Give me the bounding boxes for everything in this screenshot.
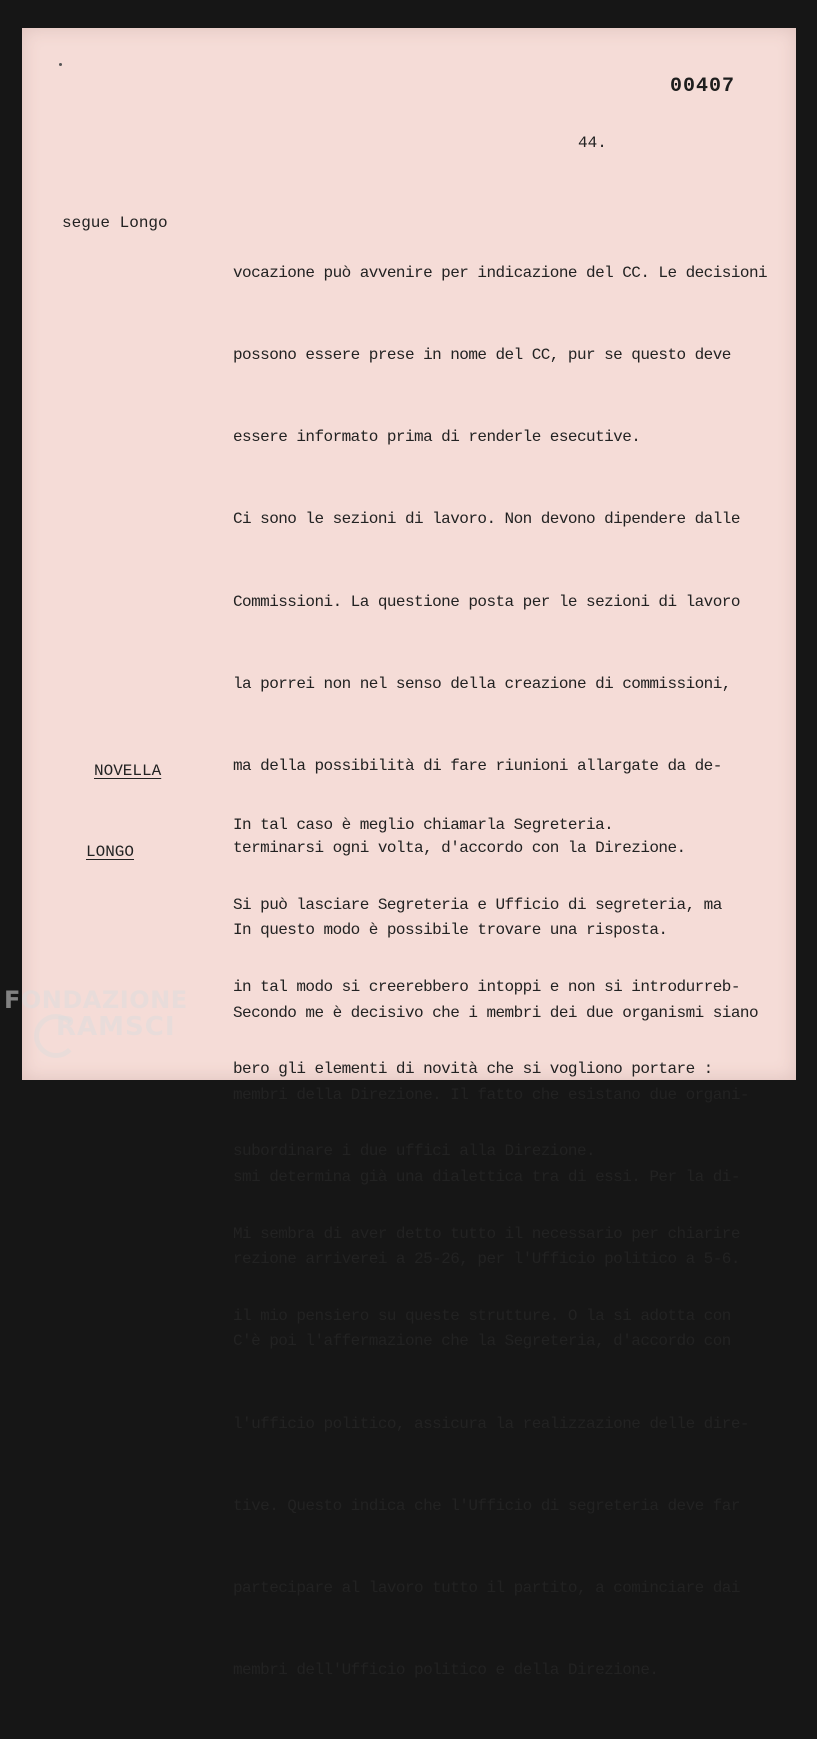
text-line: tive. Questo indica che l'Ufficio di segreteria deve far [233, 1496, 740, 1515]
text-line: essere informato prima di renderle esecutive. [233, 428, 641, 447]
text-line: In questo modo è possibile trovare una risposta. [233, 921, 668, 940]
fondazione-gramsci-watermark [4, 988, 188, 1040]
text-line: Si può lasciare Segreteria e Ufficio di segreteria, ma [233, 895, 722, 914]
watermark-line-1: FONDAZIONE [4, 986, 188, 1014]
document-page [22, 28, 796, 1680]
speaker-longo: LONGO [86, 843, 135, 861]
watermark-g-logo-icon [34, 1014, 78, 1058]
text-line: Ci sono le sezioni di lavoro. Non devono dipendere dalle [233, 510, 740, 529]
text-line: C'è poi l'affermazione che la Segreteria, d'accordo con [233, 1332, 731, 1351]
text-line: membri dell'Ufficio politico e della Direzione. [233, 1661, 659, 1680]
text-line: membri della Direzione. Il fatto che esistano due organi- [233, 1085, 749, 1104]
paper-spot [59, 63, 62, 66]
text-line: la porrei non nel senso della creazione di commissioni, [233, 674, 731, 693]
text-line: rezione arriverei a 25-26, per l'Ufficio politico a 5-6. [233, 1250, 740, 1269]
speaker-segue-longo: segue Longo [62, 214, 168, 232]
text-line: Commissioni. La questione posta per le sezioni di lavoro [233, 592, 740, 611]
document-number: 00407 [670, 75, 736, 98]
text-line: partecipare al lavoro tutto il partito, a cominciare dai [233, 1579, 740, 1598]
text-line: ma della possibilità di fare riunioni allargate da de- [233, 757, 722, 776]
text-line: smi determina già una dialettica tra di essi. Per la di- [233, 1168, 740, 1187]
text-line: Secondo me è decisivo che i membri dei due organismi siano [233, 1003, 758, 1022]
speaker-novella: NOVELLA [94, 762, 162, 780]
text-line: l'ufficio politico, assicura la realizzazione delle dire- [233, 1414, 749, 1433]
text-line: possono essere prese in nome del CC, pur se questo deve [233, 346, 731, 365]
text-line: bero gli elementi di novità che si vogliono portare : [233, 1060, 713, 1079]
text-line: il mio pensiero su queste strutture. O la si adotta con [233, 1306, 731, 1325]
speech-block-longo [233, 837, 740, 1385]
text-line: Mi sembra di aver detto tutto il necessario per chiarire [233, 1224, 740, 1243]
text-line: vocazione può avvenire per indicazione del CC. Le decisioni [233, 263, 768, 282]
text-line: In tal caso è meglio chiamarla Segreteria. [233, 815, 614, 834]
text-line: terminarsi ogni volta, d'accordo con la Direzione. [233, 839, 686, 858]
text-line: in tal modo si creerebbero intoppi e non si introdurreb- [233, 978, 740, 997]
text-line: subordinare i due uffici alla Direzione. [233, 1142, 596, 1161]
watermark-line-2: RAMSCI [56, 1012, 176, 1042]
page-number: 44. [578, 134, 607, 152]
